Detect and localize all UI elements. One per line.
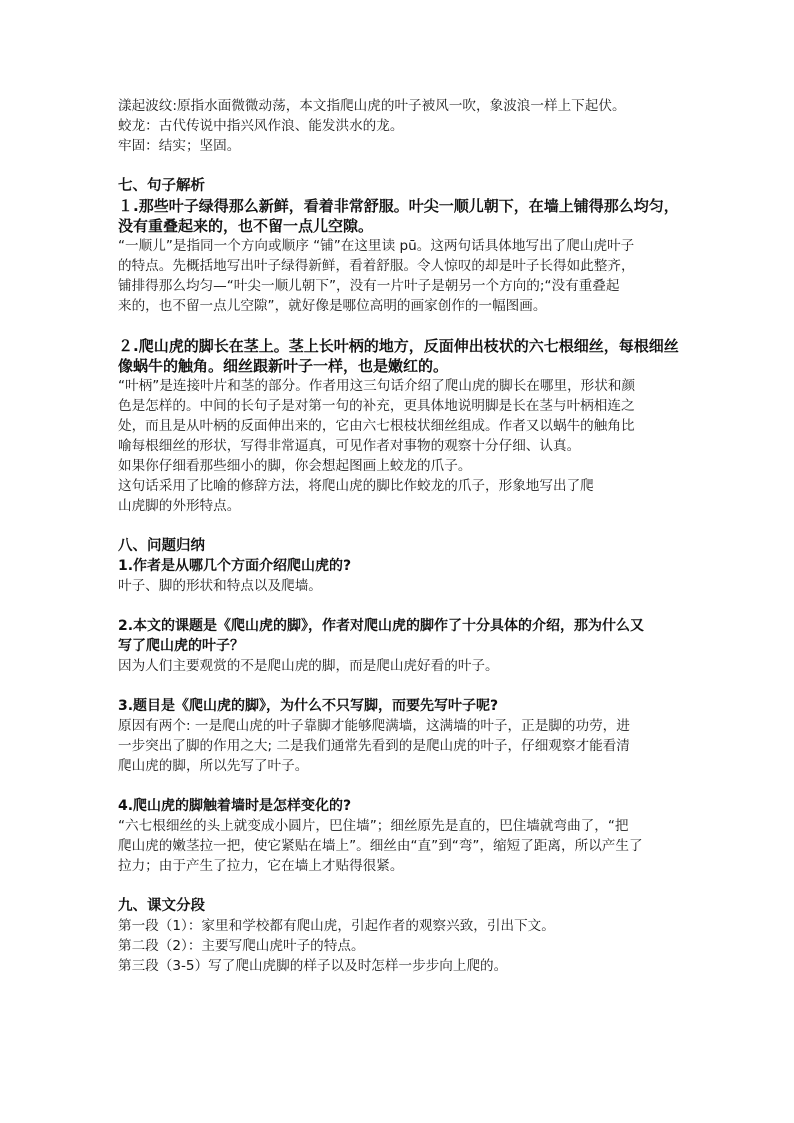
quoted-sentence: １.那些叶子绿得那么新鲜，看着非常舒服。叶尖一顺儿朝下，在墙上铺得那么均匀， [118,197,679,215]
list-item: 第一段（1）：家里和学校都有爬山虎，引起作者的观察兴致，引出下文。 [118,918,555,934]
glossary [118,96,686,156]
analysis-text: 如果你仔细看那些细小的脚，你会想起图画上蛟龙的爪子。 [118,458,472,474]
sentence-analysis-1 [118,196,686,316]
question-4 [118,796,686,876]
section-title: 九、课文分段 [118,898,205,914]
question-2 [118,616,686,676]
question-3 [118,696,686,776]
analysis-text: “叶柄”是连接叶片和茎的部分。作者用这三句话介绍了爬山虎的脚长在哪里，形状和颜 [118,378,636,394]
analysis-text: 这句话采用了比喻的修辞方法，将爬山虎的脚比作蛟龙的爪子，形象地写出了爬 [118,478,594,494]
answer-text: 拉力；由于产生了拉力，它在墙上才贴得很紧。 [118,858,404,874]
answer-text: 爬山虎的脚，所以先写了叶子。 [118,758,309,774]
answer-text: 原因有两个: 一是爬山虎的叶子靠脚才能够爬满墙，这满墙的叶子，正是脚的功劳，进 [118,718,630,734]
quoted-sentence: 像蜗牛的触角。细丝跟新叶子一样，也是嫩红的。 [118,357,449,375]
answer-text: 叶子、脚的形状和特点以及爬墙。 [118,578,322,594]
answer-text: 因为人们主要观赏的不是爬山虎的脚，而是爬山虎好看的叶子。 [118,658,499,674]
analysis-text: 的特点。先概括地写出叶子绿得新鲜，看着舒服。令人惊叹的却是叶子长得如此整齐， [118,258,635,274]
glossary-item: 牢固：结实；坚固。 [118,138,241,154]
analysis-text: 来的，也不留一点儿空隙”，就好像是哪位高明的画家创作的一幅图画。 [118,298,547,314]
list-item: 第三段（3-5）写了爬山虎脚的样子以及时怎样一步步向上爬的。 [118,958,508,974]
answer-text: “六七根细丝的头上就变成小圆片，巴住墙”；细丝原先是直的，巴住墙就弯曲了，“把 [118,818,629,834]
paragraph-division-list [118,916,686,976]
answer-text: 一步突出了脚的作用之大; 二是我们通常先看到的是爬山虎的叶子，仔细观察才能看清 [118,738,630,754]
document-page [118,96,686,976]
answer-text: 爬山虎的嫩茎拉一把，使它紧贴在墙上”。细丝由“直”到“弯”，缩短了距离，所以产生了 [118,838,643,854]
question-text: 1.作者是从哪几个方面介绍爬山虎的? [118,558,352,574]
quoted-sentence: ２.爬山虎的脚长在茎上。茎上长叶柄的地方，反面伸出枝状的六七根细丝，每根细丝 [118,337,679,355]
section-title: 八、问题归纳 [118,538,205,554]
glossary-item: 漾起波纹:原指水面微微动荡，本文指爬山虎的叶子被风一吹，象波浪一样上下起伏。 [118,98,626,114]
question-text: 2.本文的课题是《爬山虎的脚》，作者对爬山虎的脚作了十分具体的介绍，那为什么又 [118,618,645,634]
analysis-text: 铺排得那么均匀—“叶尖一顺儿朝下”，没有一片叶子是朝另一个方向的;“没有重叠起 [118,278,620,294]
sentence-analysis-2 [118,336,686,516]
analysis-text: 色是怎样的。中间的长句子是对第一句的补充，更具体地说明脚是长在茎与叶柄相连之 [118,398,635,414]
analysis-text: 喻每根细丝的形状，写得非常逼真，可见作者对事物的观察十分仔细、认真。 [118,438,581,454]
quoted-sentence: 没有重叠起来的，也不留一点儿空隙。 [118,217,374,235]
question-1 [118,556,686,596]
question-text: 4.爬山虎的脚触着墙时是怎样变化的? [118,798,352,814]
question-text: 3.题目是《爬山虎的脚》，为什么不只写脚，而要先写叶子呢? [118,698,499,714]
analysis-text: 山虎脚的外形特点。 [118,498,241,514]
analysis-text: “一顺儿”是指同一个方向或顺序 “铺”在这里读 pū。这两句话具体地写出了爬山虎叶子 [118,238,635,254]
glossary-item: 蛟龙：古代传说中指兴风作浪、能发洪水的龙。 [118,118,404,134]
section-title: 七、句子解析 [118,178,205,194]
list-item: 第二段（2）：主要写爬山虎叶子的特点。 [118,938,365,954]
question-text: 写了爬山虎的叶子？ [118,638,244,654]
analysis-text: 处，而且是从叶柄的反面伸出来的，它由六七根枝状细丝组成。作者又以蜗牛的触角比 [118,418,635,434]
